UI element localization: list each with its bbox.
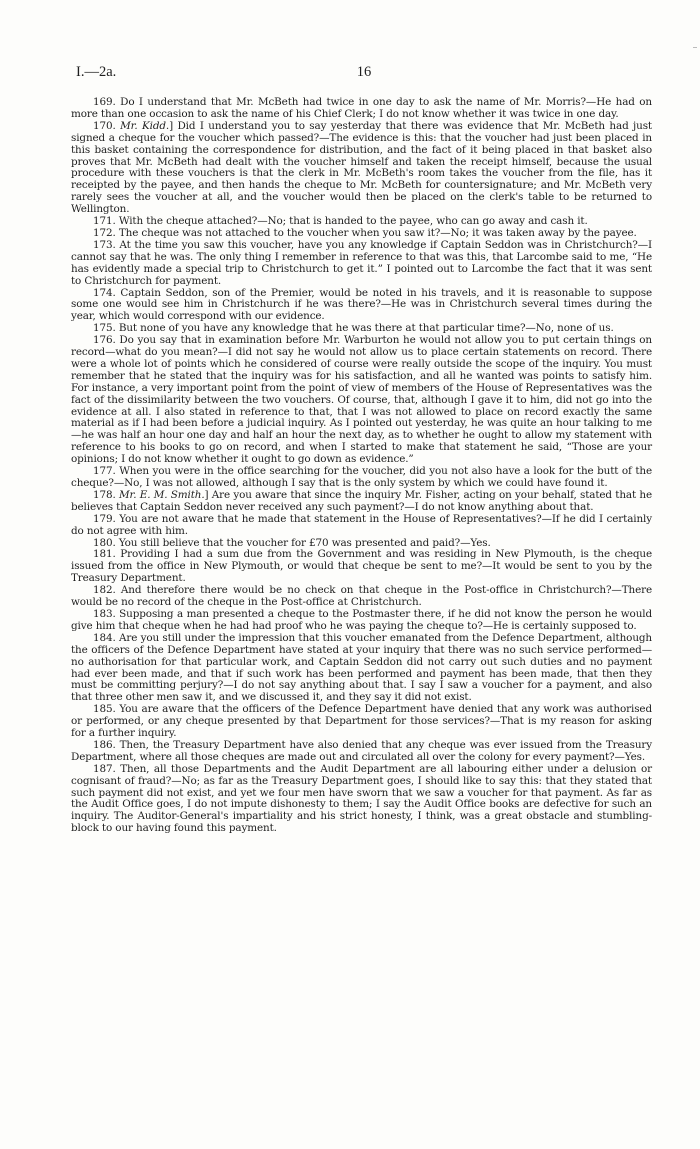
paragraph-text: 174. Captain Seddon, son of the Premier, would be noted in his travels, and it is reasonable to suppose some one would see him in Christchurch if he was there?—He was in Christchurch several times during the year, which would correspond with our evidence.: [71, 286, 652, 323]
paragraph-187: [71, 764, 652, 835]
paragraph-182: [71, 585, 652, 609]
paragraph-text: 187. Then, all those Departments and the Audit Department are all labouring either under a delusion or cognisant of fraud?—No; as far as the Treasury Department goes, I should like to say this: that they stated that such payment did not exist, and yet we four men have sworn that we saw a voucher for that payment. As far as the Audit Office goes, I do not impute dishonesty to them; I say the Audit Office books are defective for such an inquiry. The Auditor-General's impartiality and his strict honesty, I think, was a great obstacle and stumbling-block to our having found this payment.: [71, 762, 652, 835]
paragraph-181: [71, 549, 652, 585]
paragraph-text: 182. And therefore there would be no check on that cheque in the Post-office in Christchurch?—There would be no record of the cheque in the Post-office at Christchurch.: [71, 584, 652, 609]
page-number: 16: [356, 64, 372, 80]
paragraph-text: 185. You are aware that the officers of the Defence Department have denied that any work was authorised or performed, or any cheque presented by that Department for those services?—That is my reason for asking for a further inquiry.: [71, 703, 652, 740]
document-reference: I.—2a.: [76, 64, 117, 80]
paragraph-text: 183. Supposing a man presented a cheque to the Postmaster there, if he did not know the person he would give him that cheque when he had had proof who he was paying the cheque to?—He is certainly supposed to.: [71, 607, 652, 632]
paragraph-text: 171. With the cheque attached?—No; that is handed to the payee, who can go away and cash it.: [93, 215, 588, 228]
paragraph-text: 175. But none of you have any knowledge that he was there at that particular time?—No, none of us.: [93, 322, 614, 335]
document-body: [71, 97, 652, 835]
paragraph-text: 169. Do I understand that Mr. McBeth had twice in one day to ask the name of Mr. Morris?—He had on more than one occasion to ask the name of his Chief Clerk; I do not know whether it was twice in one day.: [71, 96, 652, 120]
paragraph-text: 186. Then, the Treasury Department have also denied that any cheque was ever issued from the Treasury Department, where all those cheques are made out and circulated all over the colony for every payment?—Yes.: [71, 738, 652, 763]
paragraph-text: ] Are you aware that since the inquiry Mr. Fisher, acting on your behalf, stated that he believes that Captain Seddon never received any such payment?—I do not know anything about that.: [71, 488, 652, 513]
paragraph-169: [71, 97, 652, 121]
speaker-name: Mr. E. M. Smith.: [119, 488, 205, 501]
paragraph-number: 170.: [93, 119, 121, 132]
paragraph-177: [71, 466, 652, 490]
paragraph-text: 176. Do you say that in examination before Mr. Warburton he would not allow you to put certain things on record—what do you mean?—I did not say he would not allow us to place certain statements on record. There were a whole lot of points which he considered of course were really outside the scope of the inquiry. You must remember that he stated that the inquiry was for his satisfaction, and all he wanted was points to satisfy him. For instance, a very important point from the point of view of members of the House of Representatives was the fact of the dissimilarity between the two vouchers. Of course, that, although I gave it to him, did not go into the evidence at all. I also stated in reference to that, that I was not allowed to place on record exactly the same material as if I had been before a judicial inquiry. As I pointed out yesterday, he was quite an hour talking to me—he was half an hour one day and half an hour the next day, as to whether he ought to allow my statement with reference to his books to go on record, and when I started to make that statement he said, “Those are your opinions; I do not know whether it ought to go down as evidence.”: [71, 334, 652, 466]
paragraph-186: [71, 740, 652, 764]
paragraph-173: [71, 240, 652, 288]
paragraph-179: [71, 514, 652, 538]
paragraph-text: 173. At the time you saw this voucher, have you any knowledge if Captain Seddon was in Christchurch?—I cannot say that he was. The only thing I remember in reference to that was this, that Larcombe said to me, “He has evidently made a special trip to Christchurch to get it.” I pointed out to Larcombe the fact that it was sent to Christchurch for payment.: [71, 238, 652, 287]
paragraph-text: 180. You still believe that the voucher for £70 was presented and paid?—Yes.: [93, 536, 491, 549]
paragraph-text: 181. Providing I had a sum due from the Government and was residing in New Plymouth, is the cheque issued from the office in New Plymouth, or would that cheque be sent to me?—It would be sent to you by the Treasury Department.: [71, 548, 652, 585]
paragraph-178: [71, 490, 652, 514]
paragraph-text: 172. The cheque was not attached to the voucher when you saw it?—No; it was taken away by the payee.: [93, 226, 637, 239]
page-header: [76, 64, 652, 84]
paragraph-text: 177. When you were in the office searching for the voucher, did you not also have a look for the butt of the cheque?—No, I was not allowed, although I say that is the only system by which we could have found it.: [71, 465, 652, 489]
paragraph-174: [71, 288, 652, 324]
paragraph-text: 179. You are not aware that he made that statement in the House of Representatives?—If he did I certainly do not agree with him.: [71, 512, 652, 537]
paragraph-185: [71, 704, 652, 740]
speaker-name: Mr. Kidd.: [120, 119, 170, 132]
paragraph-184: [71, 633, 652, 704]
paragraph-number: 178.: [93, 488, 119, 501]
paragraph-170: [71, 121, 652, 216]
paragraph-text: 184. Are you still under the impression that this voucher emanated from the Defence Department, although the officers of the Defence Department have stated at your inquiry that there was no such service performed—no authorisation for that particular work, and Captain Seddon did not carry out such duties and no payment had ever been made, and that if such work has been performed and payment has been made, that then they must be committing perjury?—I do not say anything about that. I say I saw a voucher for a payment, and also that three other men saw it, and we discussed it, and they say it did not exist.: [71, 631, 652, 704]
page-edge-mark: [693, 47, 697, 48]
paragraph-176: [71, 335, 652, 466]
paragraph-text: ] Did I understand you to say yesterday that there was evidence that Mr. McBeth had just signed a cheque for the voucher which passed?—The evidence is this: that the voucher had just been placed in this basket containing the correspondence for distribution, and the fact of it being placed in that basket also proves that Mr. McBeth had dealt with the voucher himself and taken the receipt himself, because the usual procedure with these vouchers is that the clerk in Mr. McBeth's room takes the voucher from the file, has it receipted by the payee, and then hands the cheque to Mr. McBeth for countersignature; and Mr. McBeth very rarely sees the voucher at all, and the voucher would then be placed on the clerk's table to be returned to Wellington.: [71, 119, 652, 216]
paragraph-183: [71, 609, 652, 633]
